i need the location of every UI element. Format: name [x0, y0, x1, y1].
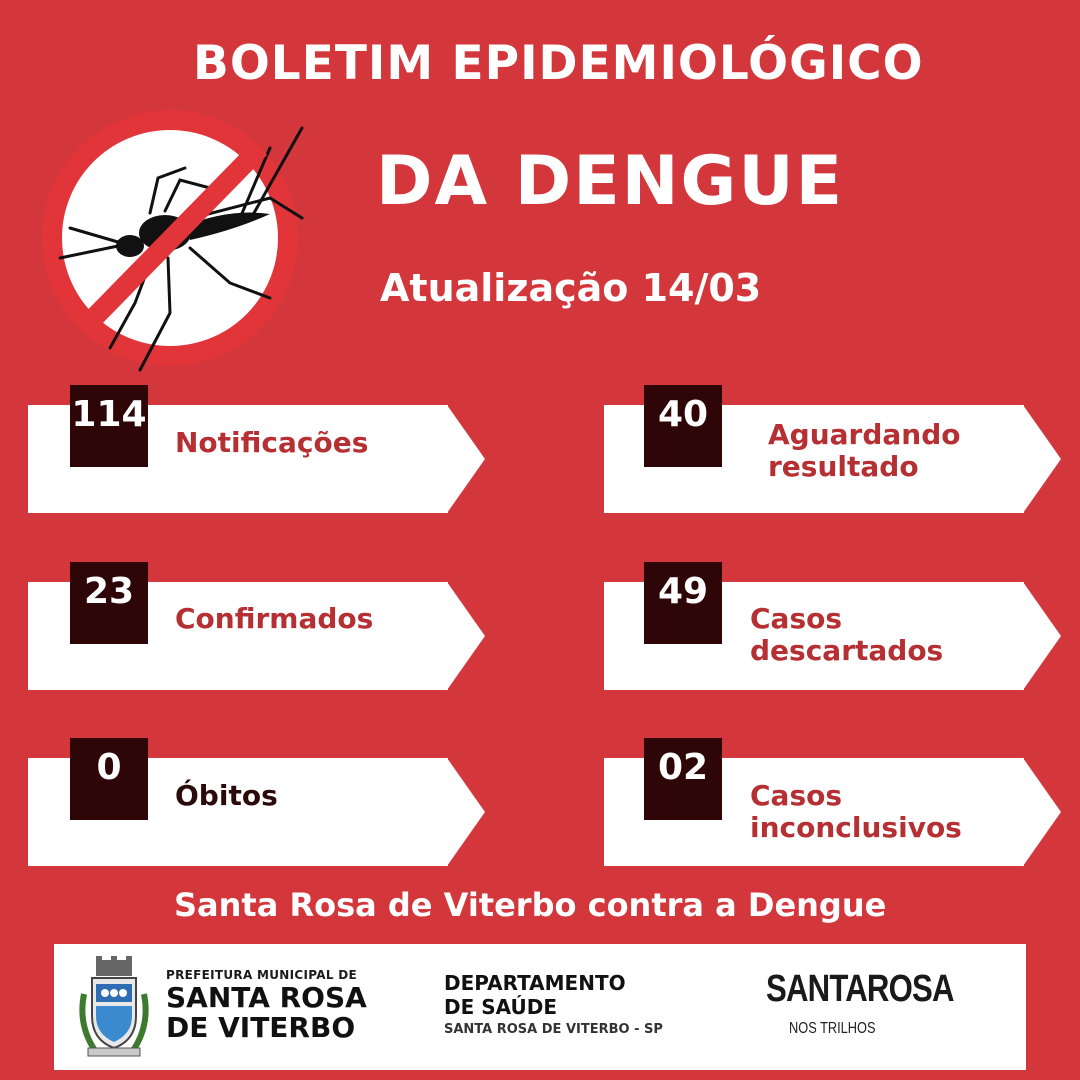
stat-label: Casos inconclusivos	[750, 779, 962, 844]
stat-label: Notificações	[175, 426, 369, 459]
footer-logos	[54, 944, 1026, 1070]
dept-line3: SANTA ROSA DE VITERBO - SP	[444, 1022, 663, 1037]
title-line2: DA DENGUE	[376, 142, 845, 221]
dept-line2: DE SAÚDE	[444, 995, 557, 1019]
stat-label: Aguardando resultado	[768, 418, 961, 483]
municipal-crest-icon	[74, 954, 154, 1060]
stat-value: 23	[70, 562, 148, 644]
pref-small-text: PREFEITURA MUNICIPAL DE	[166, 968, 358, 982]
pref-line2: DE VITERBO	[166, 1011, 356, 1044]
stat-value: 114	[70, 385, 148, 467]
brand-subtitle: NOS TRILHOS	[789, 1020, 876, 1037]
update-date: Atualização 14/03	[380, 266, 762, 310]
stat-label: Confirmados	[175, 602, 374, 635]
stat-value: 02	[644, 738, 722, 820]
dept-line1: DEPARTAMENTO	[444, 971, 626, 995]
slogan: Santa Rosa de Viterbo contra a Dengue	[174, 886, 887, 924]
title-line1: BOLETIM EPIDEMIOLÓGICO	[193, 36, 924, 91]
pref-line1: SANTA ROSA	[166, 981, 367, 1014]
stat-label: Casos descartados	[750, 602, 944, 667]
brand-logo-text: SANTAROSA	[766, 968, 954, 1010]
stat-value: 40	[644, 385, 722, 467]
stat-value: 49	[644, 562, 722, 644]
stat-label: Óbitos	[175, 779, 278, 812]
stat-value: 0	[70, 738, 148, 820]
no-mosquito-icon	[40, 108, 310, 378]
